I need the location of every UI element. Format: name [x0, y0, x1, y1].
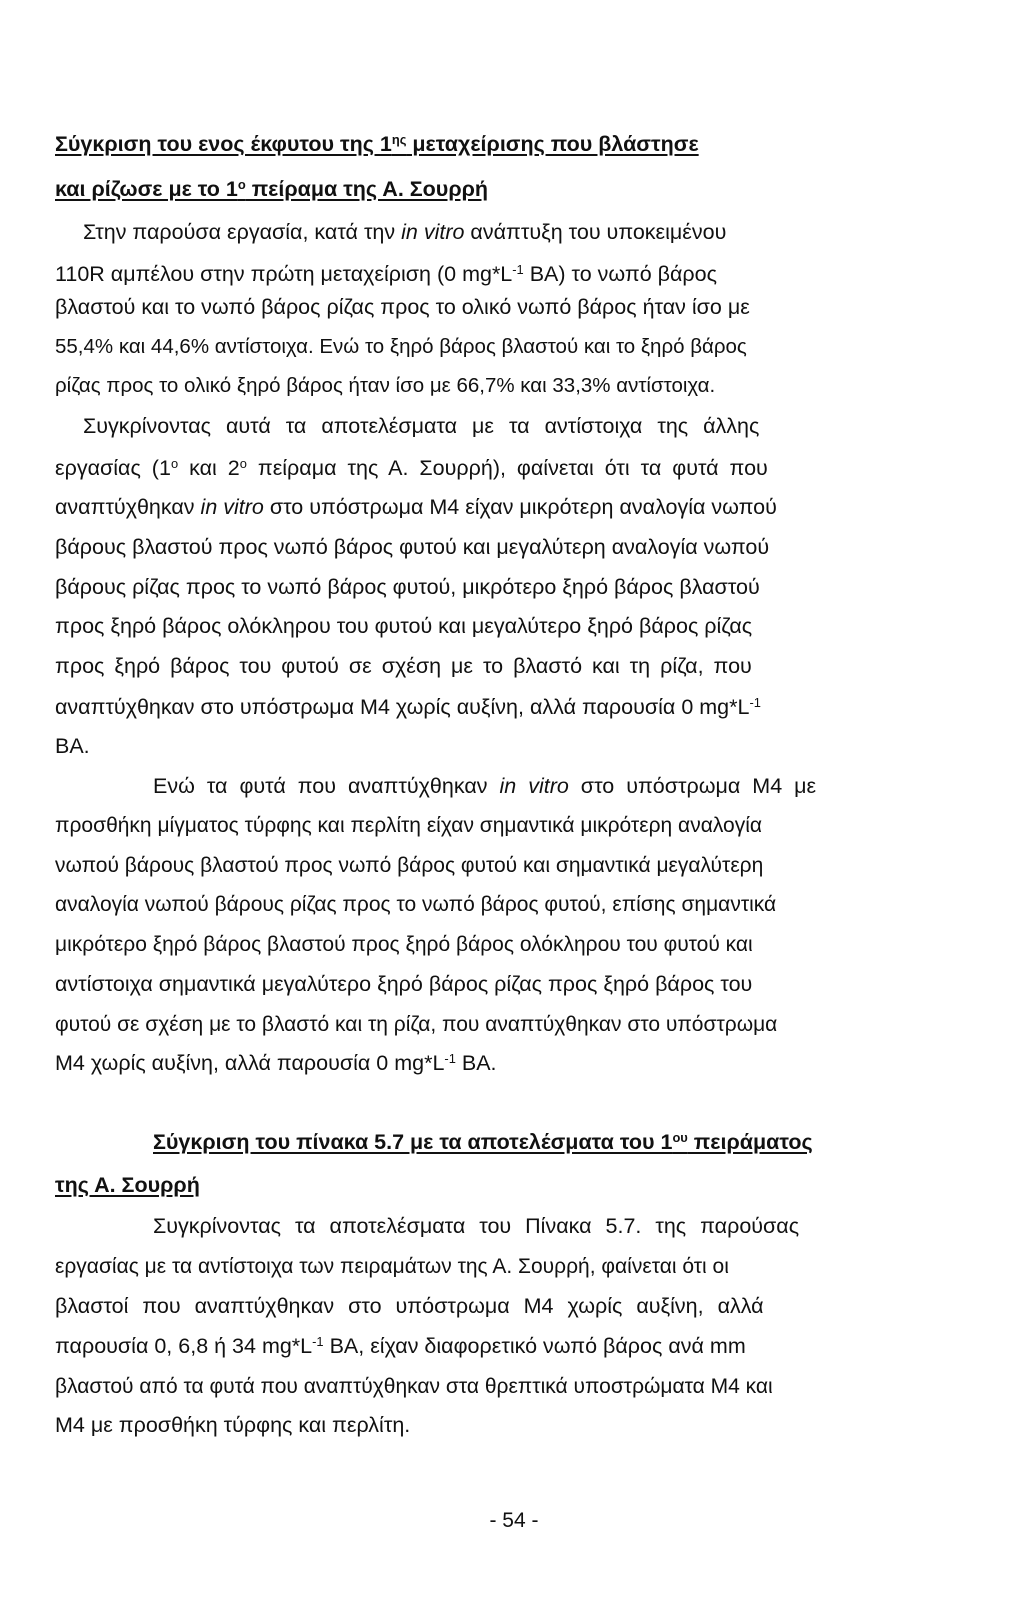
paragraph-2-line: Συγκρίνοντας αυτά τα αποτελέσματα με τα αντίστοιχα της άλλης	[83, 414, 760, 438]
paragraph-2-line: αναπτύχθηκαν in vitro στο υπόστρωμα M4 είχαν μικρότερη αναλογία νωπού	[55, 495, 777, 519]
paragraph-3-line: αναλογία νωπού βάρους ρίζας προς το νωπό βάρος φυτού, επίσης σημαντικά	[55, 893, 777, 916]
paragraph-1-line: βλαστού και το νωπό βάρος ρίζας προς το ολικό νωπό βάρος ήταν ίσο με	[55, 295, 750, 319]
paragraph-3-line: αντίστοιχα σημαντικά μεγαλύτερο ξηρό βάρος ρίζας προς ξηρό βάρος του	[55, 972, 753, 996]
paragraph-2-line: BA.	[55, 734, 90, 758]
paragraph-3-line: M4 χωρίς αυξίνη, αλλά παρουσία 0 $mg*L^{-1}$ BA.	[55, 1050, 497, 1075]
paragraph-2-line: προς ξηρό βάρος ολόκληρου του φυτού και μεγαλύτερο ξηρό βάρος ρίζας	[55, 614, 753, 638]
paragraph-3-line: φυτού σε σχέση με το βλαστό και τη ρίζα, που αναπτύχθηκαν στο υπόστρωμα	[55, 1013, 778, 1036]
paragraph-4-line: Συγκρίνοντας τα αποτελέσματα του Πίνακα 5.7. της παρούσας	[153, 1214, 800, 1238]
section-heading-1-cont: και ρίζωσε με το $1^o$ πείραμα της Α. Σουρρή	[55, 176, 489, 201]
paragraph-2-line: εργασίας ($1^o$ και $2^o$ πείραμα της Α. Σουρρή), φαίνεται ότι τα φυτά που	[55, 455, 768, 480]
paragraph-3-line: μικρότερο ξηρό βάρος βλαστού προς ξηρό βάρος ολόκληρου του φυτού και	[55, 933, 753, 956]
paragraph-1-line: 55,4% και 44,6% αντίστοιχα. Ενώ το ξηρό βάρος βλαστού και το ξηρό βάρος	[55, 335, 747, 358]
heading-1-line-1: Σύγκριση του ενος έκφυτου της $1^{\eta\varsigma}$ μεταχείρισης που βλάστησε	[55, 131, 699, 156]
paragraph-3-line: νωπού βάρους βλαστού προς νωπό βάρος φυτού και σημαντικά μεγαλύτερη	[55, 854, 764, 877]
paragraph-1-line: ρίζας προς το ολικό ξηρό βάρος ήταν ίσο με 66,7% και 33,3% αντίστοιχα.	[55, 374, 716, 397]
page-number: - 54 -	[489, 1509, 539, 1532]
paragraph-1-line: 110R αμπέλου στην πρώτη μεταχείριση (0 $mg*L^{-1}$ BA) το νωπό βάρος	[55, 261, 717, 286]
section-heading-2-cont: της Α. Σουρρή	[55, 1173, 200, 1197]
paragraph-4-line: βλαστού από τα φυτά που αναπτύχθηκαν στα θρεπτικά υποστρώματα M4 και	[55, 1375, 773, 1398]
section-heading-1	[55, 131, 973, 156]
document-page	[55, 0, 973, 1611]
paragraph-3-line: προσθήκη μίγματος τύρφης και περλίτη είχαν σημαντικά μικρότερη αναλογία	[55, 814, 762, 837]
section-heading-2: Σύγκριση του πίνακα 5.7 με τα αποτελέσματα του $1^{o\upsilon}$ πειράματος	[153, 1129, 813, 1154]
paragraph-4-line: βλαστοί που αναπτύχθηκαν στο υπόστρωμα M4 χωρίς αυξίνη, αλλά	[55, 1294, 764, 1318]
paragraph-1-line: Στην παρούσα εργασία, κατά την in vitro ανάπτυξη του υποκειμένου	[83, 220, 727, 244]
paragraph-3-line: Ενώ τα φυτά που αναπτύχθηκαν in vitro στο υπόστρωμα M4 με	[153, 774, 817, 798]
paragraph-2-line: προς ξηρό βάρος του φυτού σε σχέση με το βλαστό και τη ρίζα, που	[55, 654, 752, 678]
paragraph-2-line: βάρους ρίζας προς το νωπό βάρος φυτού, μικρότερο ξηρό βάρος βλαστού	[55, 575, 760, 599]
paragraph-2-line: αναπτύχθηκαν στο υπόστρωμα M4 χωρίς αυξίνη, αλλά παρουσία 0 $mg*L^{-1}$	[55, 694, 761, 719]
paragraph-2-line: βάρους βλαστού προς νωπό βάρος φυτού και μεγαλύτερη αναλογία νωπού	[55, 535, 770, 559]
paragraph-4-line: M4 με προσθήκη τύρφης και περλίτη.	[55, 1413, 411, 1437]
paragraph-4-line: εργασίας με τα αντίστοιχα των πειραμάτων της Α. Σουρρή, φαίνεται ότι οι	[55, 1255, 729, 1278]
paragraph-4-line: παρουσία 0, 6,8 ή 34 $mg*L^{-1}$ BA, είχαν διαφορετικό νωπό βάρος ανά mm	[55, 1333, 746, 1358]
